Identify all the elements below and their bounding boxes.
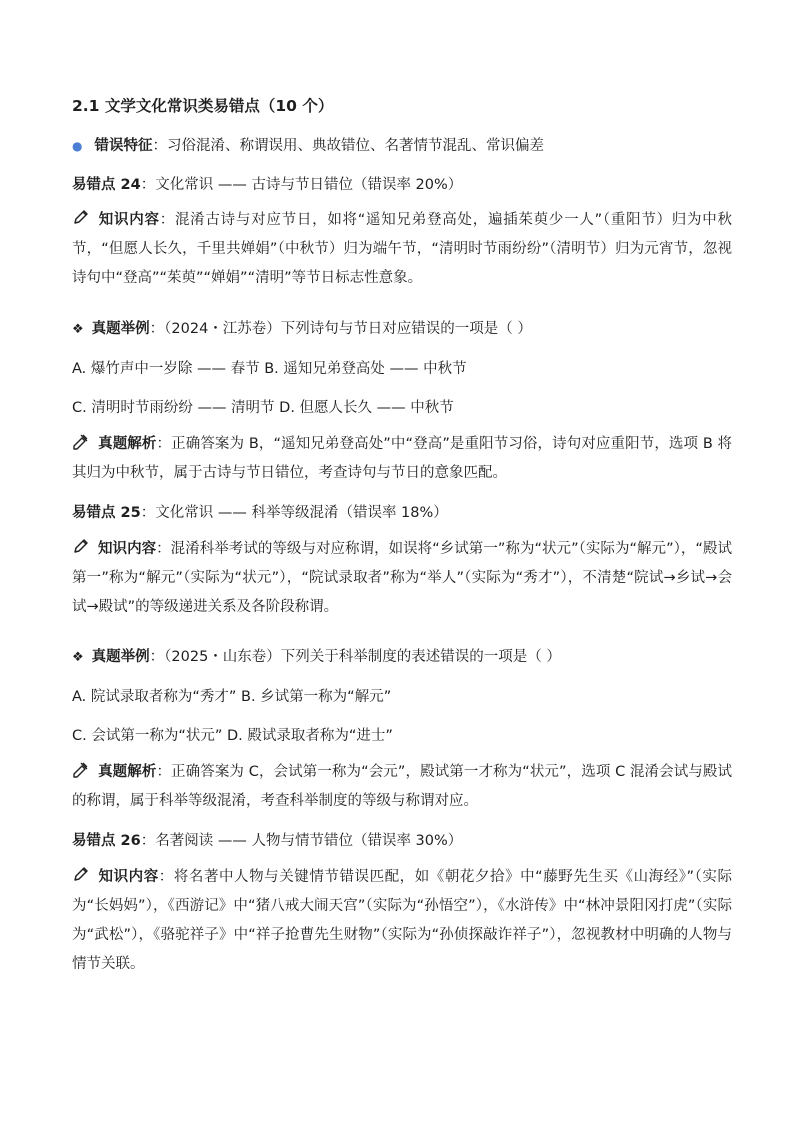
item25-knowledge: [72, 535, 732, 622]
item26-knowledge: [72, 863, 732, 979]
item24-example-label: 真题举例: [91, 321, 150, 337]
item26-label: 易错点 26: [72, 833, 141, 849]
pencil-ruler-icon: [72, 760, 90, 778]
item25-label: 易错点 25: [72, 505, 141, 521]
item25-knowledge-text: ：混淆科举考试的等级与对应称谓，如误将“乡试第一”称为“状元”（实际为“解元”），“殿试第一”称为“解元”（实际为“状元”），“院试录取者”称为“举人”（实际为“秀才”），不清楚“院试→乡试→会试→殿试”的等级递进关系及各阶段称谓。: [72, 541, 732, 615]
item24-knowledge: [72, 206, 732, 293]
item26-knowledge-label: 知识内容: [98, 869, 159, 885]
item25-title-text: ：文化常识 —— 科举等级混淆（错误率 18%）: [140, 505, 448, 521]
bullet-dot-icon: ●: [72, 139, 83, 153]
item25-analysis-text: ：正确答案为 C，会试第一称为“会元”，殿试第一才称为“状元”，选项 C 混淆会试与殿试的称谓，属于科举等级混淆，考查科举制度的等级与称谓对应。: [72, 764, 732, 809]
item24-example: [72, 317, 532, 338]
item25-option-line2: C. 会试第一称为“状元” D. 殿试录取者称为“进士”: [72, 728, 393, 744]
pencil-ruler-icon: [72, 432, 90, 450]
feature-label: 错误特征: [94, 138, 153, 154]
item24-analysis-label: 真题解析: [98, 436, 157, 452]
item25-example-label: 真题举例: [91, 649, 150, 665]
item25-analysis-label: 真题解析: [98, 764, 157, 780]
item24-example-text: ：（2024・江苏卷）下列诗句与节日对应错误的一项是（ ）: [149, 321, 532, 337]
item25-title: [72, 501, 448, 522]
item24-analysis: [72, 430, 732, 488]
item26-knowledge-text: ：将名著中人物与关键情节错误匹配，如《朝花夕拾》中“藤野先生买《山海经》”（实际为“长妈妈”），《西游记》中“猪八戒大闹天宫”（实际为“孙悟空”），《水浒传》中“林冲景阳冈打虎”（实际为“武松”），《骆驼祥子》中“祥子抢曹先生财物”（实际为“孙侦探敲诈祥子”），忽视教材中明确的人物与情节关联。: [72, 869, 732, 972]
item25-knowledge-label: 知识内容: [98, 541, 157, 557]
item26-title: [72, 829, 462, 850]
item24-option-line2: C. 清明时节雨纷纷 —— 清明节 D. 但愿人长久 —— 中秋节: [72, 400, 454, 416]
diamond-icon: ❖: [72, 650, 84, 665]
item25-option-line1: A. 院试录取者称为“秀才” B. 乡试第一称为“解元”: [72, 689, 392, 705]
pencil-icon: [72, 865, 90, 883]
item24-knowledge-label: 知识内容: [98, 212, 160, 228]
pencil-icon: [72, 537, 90, 555]
item25-example: [72, 645, 561, 666]
feature-line: [72, 134, 544, 155]
item26-title-text: ：名著阅读 —— 人物与情节错位（错误率 30%）: [140, 833, 463, 849]
pencil-icon: [72, 208, 90, 226]
section-title: 2.1 文学文化常识类易错点（10 个）: [72, 97, 334, 115]
item25-example-text: ：（2025・山东卷）下列关于科举制度的表述错误的一项是（ ）: [149, 649, 561, 665]
item24-analysis-text: ：正确答案为 B，“遥知兄弟登高处”中“登高”是重阳节习俗，诗句对应重阳节，选项 B 将其归为中秋节，属于古诗与节日错位，考查诗句与节日的意象匹配。: [72, 436, 732, 481]
feature-text: ：习俗混淆、称谓误用、典故错位、名著情节混乱、常识偏差: [152, 138, 544, 154]
item24-option-line1: A. 爆竹声中一岁除 —— 春节 B. 遥知兄弟登高处 —— 中秋节: [72, 361, 467, 377]
item24-label: 易错点 24: [72, 177, 141, 193]
item25-analysis: [72, 758, 732, 816]
diamond-icon: ❖: [72, 322, 84, 337]
item24-title-text: ：文化常识 —— 古诗与节日错位（错误率 20%）: [140, 177, 463, 193]
item24-knowledge-text: ：混淆古诗与对应节日，如将“遥知兄弟登高处，遍插茱萸少一人”（重阳节）归为中秋节，“但愿人长久，千里共婵娟”（中秋节）归为端午节，“清明时节雨纷纷”（清明节）归为元宵节，忽视诗句中“登高”“茱萸”“婵娟”“清明”等节日标志性意象。: [72, 212, 733, 286]
item24-title: [72, 173, 462, 194]
